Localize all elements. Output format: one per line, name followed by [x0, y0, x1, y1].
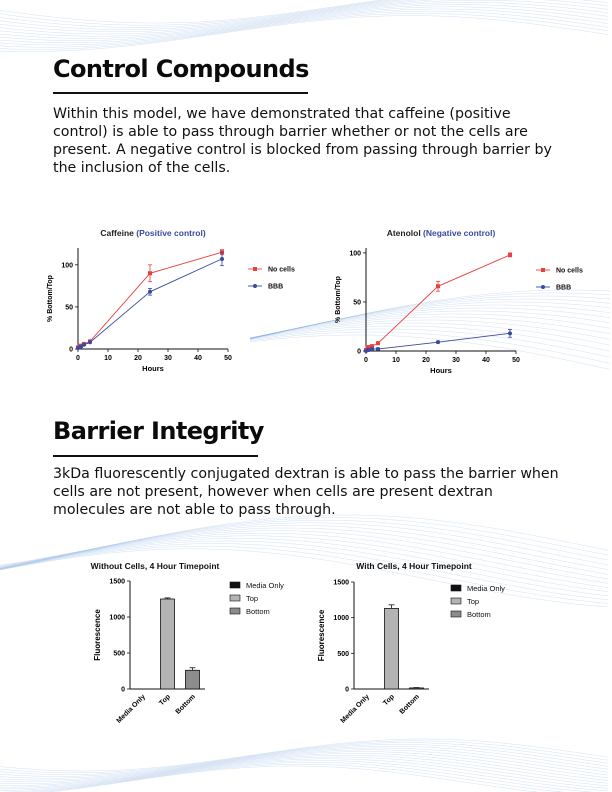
data-point [148, 290, 152, 294]
wave-line [0, 0, 608, 23]
wave-line [0, 746, 608, 778]
y-tick-label: 0 [345, 686, 349, 694]
with-cells-bar-chart [308, 555, 548, 745]
x-tick-label: Media Only [115, 693, 147, 725]
bar [410, 688, 424, 689]
chart-title: With Cells, 4 Hour Timepoint [356, 561, 472, 571]
legend-label: No cells [556, 267, 583, 275]
y-tick-label: 0 [121, 686, 125, 694]
x-tick-label: 30 [164, 355, 172, 362]
wave-line [0, 766, 608, 792]
y-tick-label: 0 [357, 348, 361, 356]
legend-label: Top [467, 597, 480, 606]
wave-line [0, 750, 608, 782]
wave-line [0, 0, 608, 34]
legend-swatch [230, 582, 240, 588]
wave-line [0, 741, 608, 773]
control-compounds-title: Control Compounds [53, 55, 309, 83]
barrier-title-underline [53, 455, 258, 457]
control-compounds-text: Within this model, we have demonstrated that caffeine (positive control) is able to pass through barrier whether or not the cells are present. A negative control is blocked from passing through barrier by the inclusion of the cells. [53, 106, 552, 176]
x-tick-label: 10 [392, 357, 400, 364]
legend-swatch [230, 595, 240, 601]
bar [161, 599, 175, 689]
data-point [370, 347, 374, 351]
y-tick-label: 1500 [333, 579, 349, 587]
x-tick-label: Top [382, 693, 396, 708]
legend-marker [253, 267, 257, 271]
data-point [376, 347, 380, 351]
wave-line [0, 11, 608, 47]
data-point [508, 331, 512, 335]
legend-marker [541, 285, 545, 289]
wave-line [0, 0, 608, 30]
x-tick-label: 50 [512, 357, 520, 364]
x-tick-label: 0 [364, 357, 368, 364]
x-axis-label: Hours [142, 364, 164, 373]
y-axis-label: Fluorescence [317, 609, 326, 662]
wave-line [0, 744, 608, 776]
data-point [82, 343, 86, 347]
chart-title-accent: (Negative control) [423, 228, 496, 238]
y-tick-label: 1000 [109, 614, 125, 622]
wave-line [0, 0, 608, 32]
y-tick-label: 100 [61, 262, 73, 270]
legend-label: BBB [556, 284, 572, 292]
x-tick-label: 30 [452, 357, 460, 364]
caffeine-line-chart [47, 218, 320, 383]
data-point [508, 253, 512, 257]
legend-label: Bottom [467, 610, 491, 619]
y-tick-label: 50 [65, 304, 73, 312]
legend-swatch [451, 585, 461, 591]
x-tick-label: 50 [224, 355, 232, 362]
wave-line [0, 0, 608, 36]
x-axis-label: Hours [430, 366, 452, 375]
y-tick-label: 1000 [333, 615, 349, 623]
legend-swatch [230, 608, 240, 614]
x-tick-label: 20 [422, 357, 430, 364]
legend-label: BBB [268, 283, 284, 291]
x-tick-label: 40 [194, 355, 202, 362]
chart-title [100, 228, 205, 238]
legend-marker [541, 268, 545, 272]
wave-line [0, 13, 608, 49]
y-tick-label: 500 [337, 650, 349, 658]
y-tick-label: 100 [349, 250, 361, 258]
barrier-integrity-text: 3kDa fluorescently conjugated dextran is able to pass the barrier when cells are not present, however when cells are present dextran molecules are not able to pass through. [53, 466, 559, 518]
legend-swatch [451, 611, 461, 617]
x-tick-label: 10 [104, 355, 112, 362]
wave-line [0, 0, 608, 27]
legend-label: Media Only [246, 581, 284, 590]
y-axis-label: % Bottom/Top [335, 276, 342, 323]
x-tick-label: 0 [76, 355, 80, 362]
legend-label: No cells [268, 266, 295, 274]
y-tick-label: 1500 [109, 578, 125, 586]
wave-line [0, 2, 608, 38]
data-point [220, 257, 224, 261]
legend-label: Top [246, 594, 259, 603]
bar [385, 608, 399, 689]
wave-line [0, 755, 608, 787]
wave-line [0, 743, 608, 775]
y-tick-label: 0 [69, 346, 73, 354]
data-point [436, 284, 440, 288]
data-point [376, 341, 380, 345]
x-tick-label: Bottom [398, 693, 421, 716]
legend-label: Bottom [246, 607, 270, 616]
wave-line [0, 748, 608, 780]
y-tick-label: 500 [113, 650, 125, 658]
wave-line [0, 753, 608, 785]
control-title-underline [53, 92, 308, 94]
without-cells-bar-chart [85, 555, 315, 745]
x-tick-label: Top [158, 693, 172, 708]
x-tick-label: Bottom [174, 693, 197, 716]
wave-line [0, 764, 608, 792]
y-axis-label: Fluorescence [93, 609, 102, 661]
wave-line [0, 7, 608, 43]
wave-line [0, 9, 608, 45]
data-point [436, 340, 440, 344]
barrier-integrity-title: Barrier Integrity [53, 417, 264, 445]
chart-title [387, 228, 496, 238]
legend-swatch [451, 598, 461, 604]
y-tick-label: 50 [353, 299, 361, 307]
bar [186, 670, 200, 689]
chart-title: Without Cells, 4 Hour Timepoint [90, 561, 220, 571]
chart-title-main: Atenolol [386, 228, 424, 238]
x-tick-label: Media Only [339, 693, 371, 725]
wave-line [0, 5, 608, 41]
data-point [148, 271, 152, 275]
y-axis-label: % Bottom/Top [47, 275, 54, 322]
wave-line [0, 0, 608, 25]
x-tick-label: 40 [482, 357, 490, 364]
chart-title-accent: (Positive control) [136, 228, 206, 238]
wave-line [0, 762, 608, 792]
legend-label: Media Only [467, 584, 505, 593]
wave-line [0, 757, 608, 789]
wave-line [0, 759, 608, 791]
x-tick-label: 20 [134, 355, 142, 362]
wave-line [0, 16, 608, 52]
wave-line [0, 752, 608, 784]
legend-marker [253, 284, 257, 288]
wave-line [0, 761, 608, 792]
atenolol-line-chart [322, 225, 592, 385]
data-point [88, 340, 92, 344]
chart-title-main: Caffeine [100, 228, 137, 238]
